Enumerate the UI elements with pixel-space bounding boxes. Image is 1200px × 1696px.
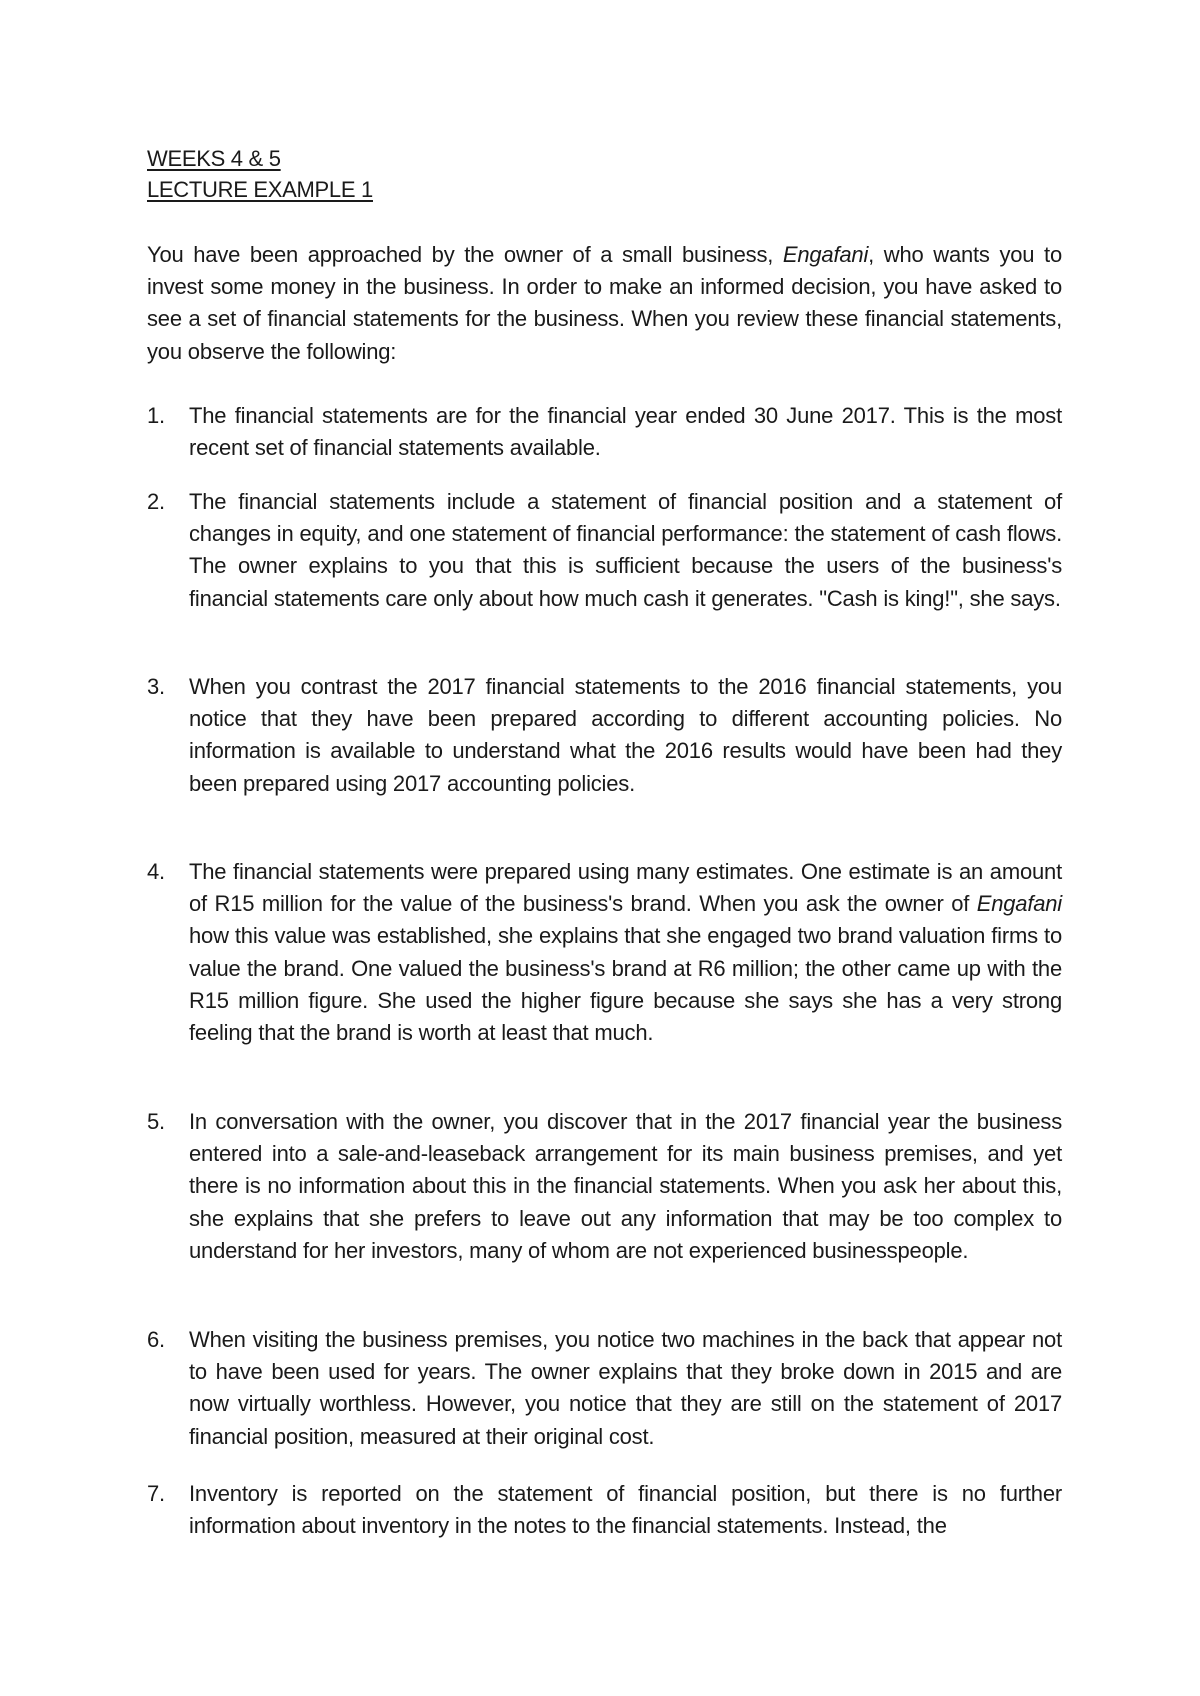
- list-item: [147, 671, 1062, 800]
- list-item-number: 2.: [147, 489, 165, 514]
- list-item: [147, 1106, 1062, 1267]
- list-item-text: Inventory is reported on the statement of financial position, but there is no further information about inventory in the notes to the financial statements. Instead, the: [189, 1481, 1062, 1539]
- list-item-number: 3.: [147, 674, 165, 699]
- company-name: Engafani: [976, 891, 1062, 917]
- list-item-number: 5.: [147, 1109, 165, 1134]
- intro-paragraph: [147, 239, 1062, 368]
- company-name: Engafani: [782, 242, 869, 267]
- document-heading-weeks: WEEKS 4 & 5: [147, 146, 281, 171]
- list-item-text: [189, 856, 1062, 1049]
- list-item-text: When visiting the business premises, you notice two machines in the back that appear not to have been used for years. The owner explains that they broke down in 2015 and are now virtually worthless. However, you notice that they are still on the statement of 2017 financial position, measured at their original cost.: [189, 1327, 1062, 1449]
- list-item: [147, 1324, 1062, 1453]
- intro-text-end: , who wants you to invest some money in the business. In order to make an informed decision, you have asked to see a set of financial statements for the business. When you review these financial statements, you observe the following:: [147, 242, 1062, 364]
- list-item-text-start: The financial statements were prepared using many estimates. One estimate is an amount of R15 million for the value of the business's brand. When you ask the owner of: [189, 859, 1062, 917]
- list-item: [147, 400, 1062, 464]
- list-item: [147, 1478, 1062, 1542]
- list-item-text: The financial statements include a statement of financial position and a statement of changes in equity, and one statement of financial performance: the statement of cash flows. The owner explains to you that this is sufficient because the users of the business's financial statements care only about how much cash it generates. "Cash is king!", she says.: [189, 489, 1062, 611]
- list-item-number: 7.: [147, 1481, 165, 1506]
- list-item-text: The financial statements are for the financial year ended 30 June 2017. This is the most recent set of financial statements available.: [189, 403, 1062, 461]
- document-heading-lecture-example: LECTURE EXAMPLE 1: [147, 177, 373, 202]
- list-item-number: 4.: [147, 859, 165, 884]
- list-item-number: 1.: [147, 403, 165, 428]
- list-item: [147, 486, 1062, 615]
- list-item-number: 6.: [147, 1327, 165, 1352]
- list-item-text: In conversation with the owner, you discover that in the 2017 financial year the business entered into a sale-and-leaseback arrangement for its main business premises, and yet there is no information about this in the financial statements. When you ask her about this, she explains that she prefers to leave out any information that may be too complex to understand for her investors, many of whom are not experienced businesspeople.: [189, 1109, 1062, 1263]
- intro-text-start: You have been approached by the owner of a small business,: [147, 242, 783, 267]
- list-item-text-end: how this value was established, she explains that she engaged two brand valuation firms to value the brand. One valued the business's brand at R6 million; the other came up with the R15 million figure. She used the higher figure because she says she has a very strong feeling that the brand is worth at least that much.: [189, 923, 1062, 1046]
- list-item-text: When you contrast the 2017 financial statements to the 2016 financial statements, you notice that they have been prepared according to different accounting policies. No information is available to understand what the 2016 results would have been had they been prepared using 2017 accounting policies.: [189, 674, 1062, 796]
- list-item: [147, 856, 1062, 1049]
